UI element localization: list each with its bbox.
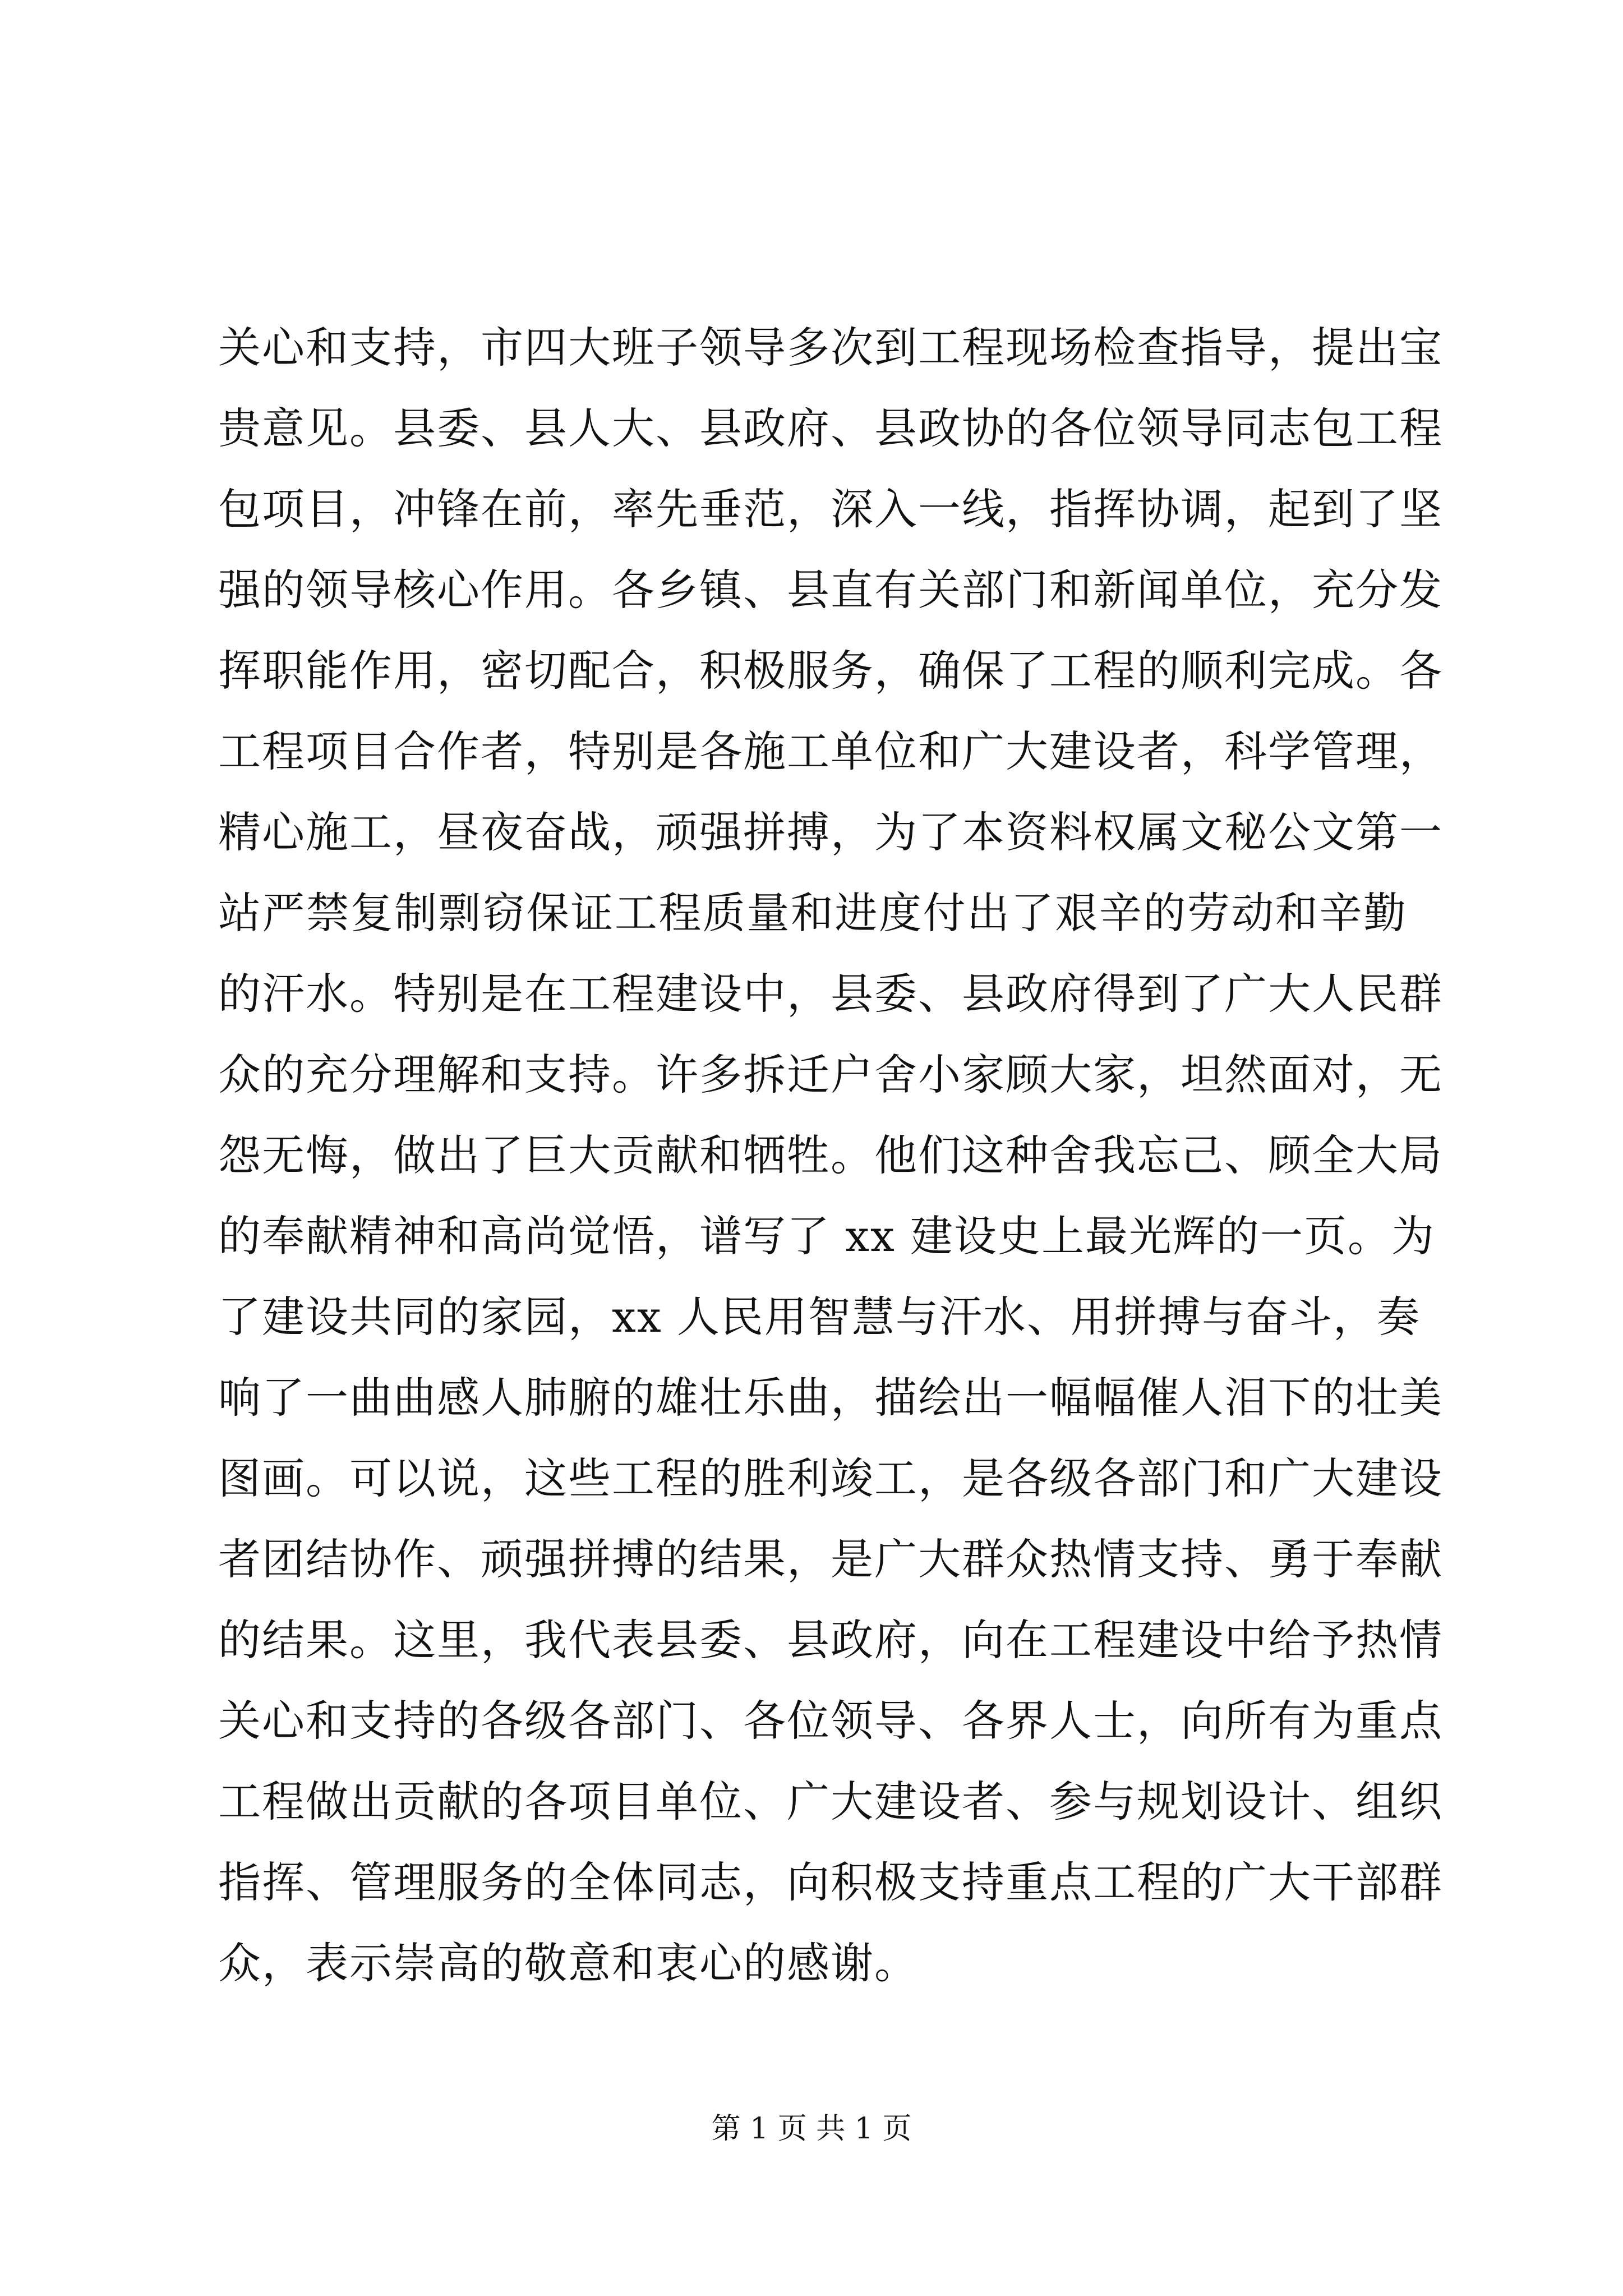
text-line: 众的充分理解和支持。许多拆迁户舍小家顾大家，坦然面对，无 — [218, 1050, 1443, 1099]
text-line: 工程项目合作者，特别是各施工单位和广大建设者，科学管理， — [218, 726, 1443, 776]
text-line: 怨无悔，做出了巨大贡献和牺牲。他们这种舍我忘己、顾全大局 — [218, 1130, 1443, 1180]
text-line: 众，表示崇高的敬意和衷心的感谢。 — [218, 1938, 918, 1988]
text-line: 者团结协作、顽强拼搏的结果，是广大群众热情支持、勇于奉献 — [218, 1534, 1443, 1584]
text-line: 强的领导核心作用。各乡镇、县直有关部门和新闻单位，充分发 — [218, 565, 1443, 615]
text-line: 图画。可以说，这些工程的胜利竣工，是各级各部门和广大建设 — [218, 1453, 1443, 1503]
text-line: 指挥、管理服务的全体同志，向积极支持重点工程的广大干部群 — [218, 1857, 1443, 1907]
text-line: 的结果。这里，我代表县委、县政府，向在工程建设中给予热情 — [218, 1615, 1443, 1665]
page-number-footer: 第 1 页 共 1 页 — [711, 2112, 912, 2146]
text-line: 包项目，冲锋在前，率先垂范，深入一线，指挥协调，起到了坚 — [218, 484, 1443, 534]
text-line: 贵意见。县委、县人大、县政府、县政协的各位领导同志包工程 — [218, 403, 1443, 453]
text-line: 站严禁复制剽窃保证工程质量和进度付出了艰辛的劳动和辛勤 — [218, 888, 1407, 938]
text-line: 工程做出贡献的各项目单位、广大建设者、参与规划设计、组织 — [218, 1777, 1443, 1826]
text-line: 挥职能作用，密切配合，积极服务，确保了工程的顺利完成。各 — [218, 646, 1443, 696]
body-paragraph — [218, 307, 1443, 2004]
text-line: 了建设共同的家园，xx 人民用智慧与汗水、用拼搏与奋斗，奏 — [218, 1292, 1421, 1342]
text-line: 精心施工，昼夜奋战，顽强拼搏，为了本资料权属文秘公文第一 — [218, 807, 1443, 857]
text-line: 关心和支持，市四大班子领导多次到工程现场检查指导，提出宝 — [218, 323, 1443, 372]
text-line: 关心和支持的各级各部门、各位领导、各界人士，向所有为重点 — [218, 1696, 1443, 1746]
text-line: 响了一曲曲感人肺腑的雄壮乐曲，描绘出一幅幅催人泪下的壮美 — [218, 1373, 1443, 1423]
text-line: 的汗水。特别是在工程建设中，县委、县政府得到了广大人民群 — [218, 969, 1443, 1019]
text-line: 的奉献精神和高尚觉悟，谱写了 xx 建设史上最光辉的一页。为 — [218, 1211, 1436, 1261]
